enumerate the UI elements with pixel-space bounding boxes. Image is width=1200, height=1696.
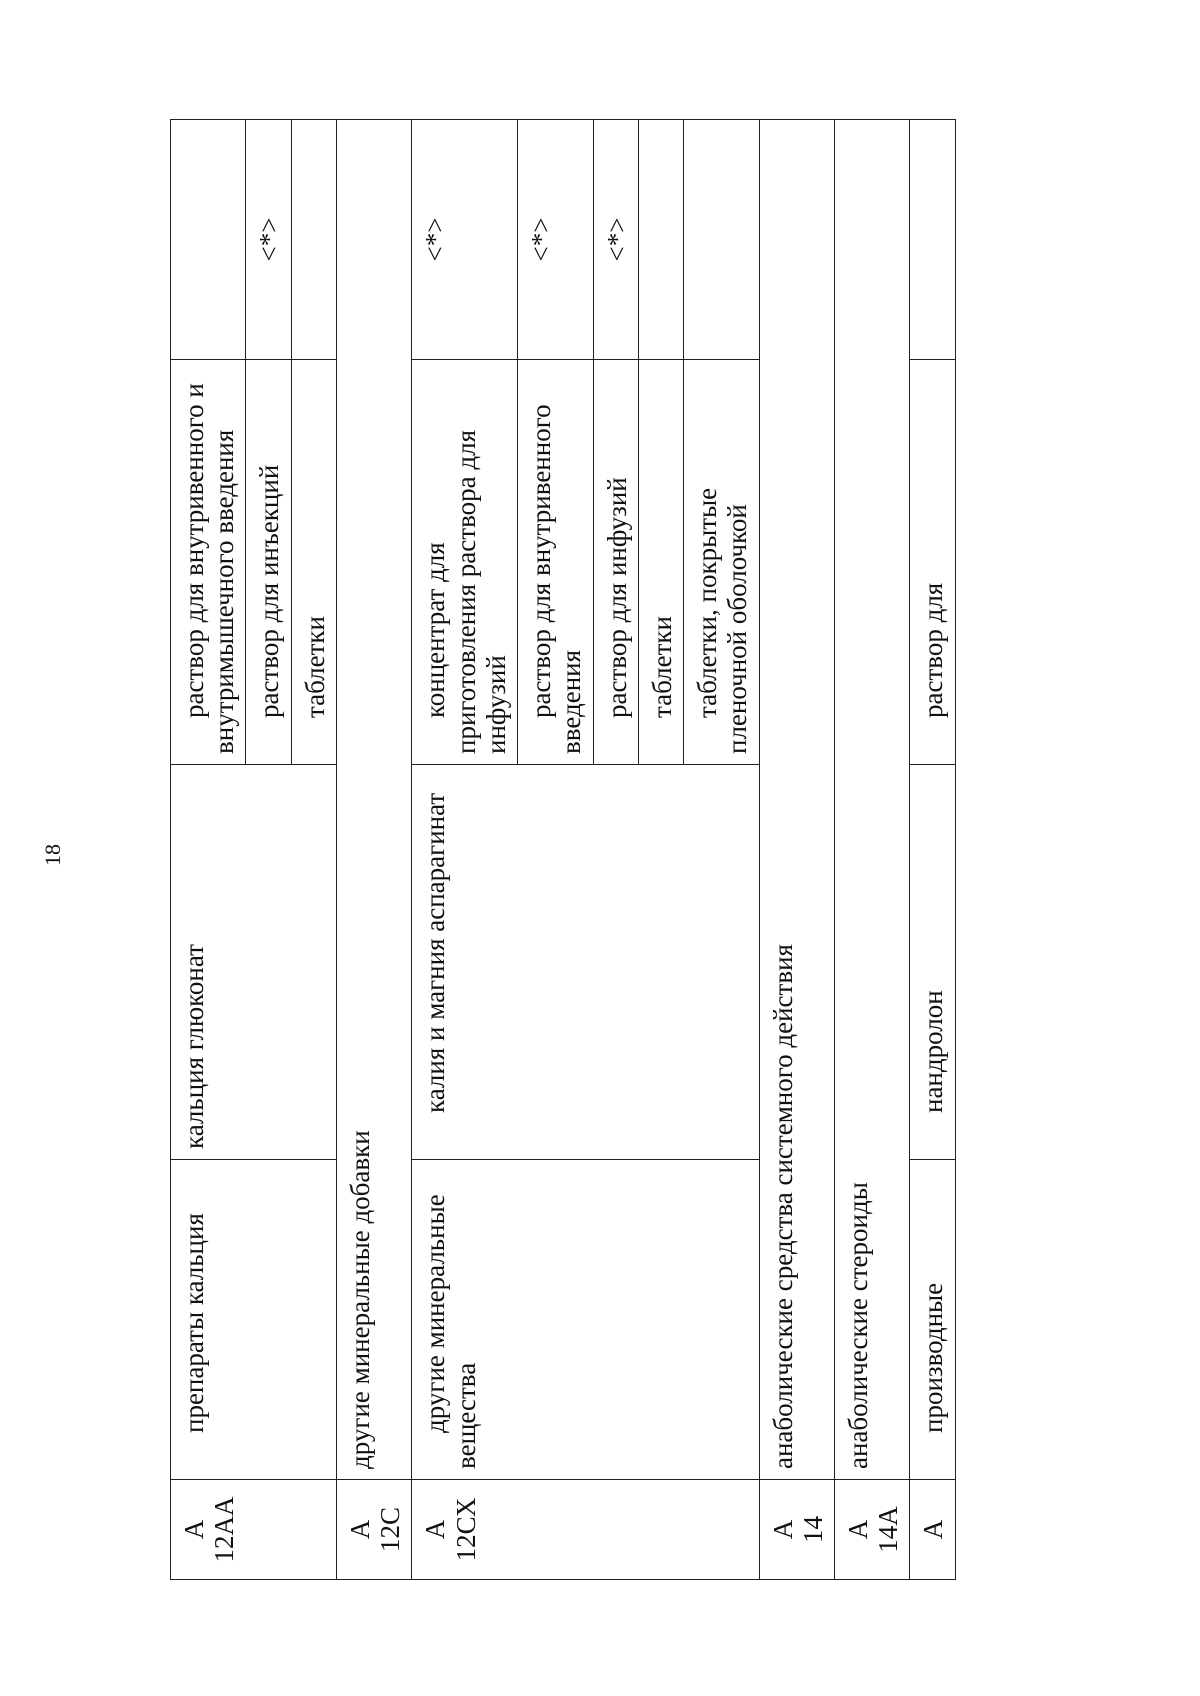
- mark-cell: [171, 120, 246, 360]
- dosage-form-cell: таблетки: [291, 360, 336, 765]
- drug-name-cell: нандролон: [910, 765, 955, 1160]
- atc-code-letter: А: [420, 1519, 451, 1540]
- table-row: [759, 120, 834, 1580]
- mark-cell: <*>: [518, 120, 593, 360]
- atc-code-letter: А: [918, 1519, 949, 1540]
- table-row: [834, 120, 909, 1580]
- mark-cell: [684, 120, 759, 360]
- group-cell: другие минеральные вещества: [412, 1160, 759, 1480]
- atc-code-number: 12С: [375, 1507, 406, 1553]
- table-wrapper: [170, 120, 1130, 1580]
- dosage-form-cell: раствор для внутривенного введения: [518, 360, 593, 765]
- atc-code-letter: А: [179, 1519, 209, 1540]
- mark-cell: [291, 120, 336, 360]
- group-cell: анаболические стероиды: [834, 120, 909, 1480]
- drug-name-cell: калия и магния аспарагинат: [412, 765, 759, 1160]
- group-cell: препараты кальция: [171, 1160, 337, 1480]
- dosage-form-cell: раствор для внутривенного и внутримышечного введения: [171, 360, 246, 765]
- dosage-form-cell: концентрат для приготовления раствора для инфузий: [412, 360, 518, 765]
- atc-code-number: 12СХ: [450, 1497, 481, 1562]
- drug-name-cell: кальция глюконат: [171, 765, 337, 1160]
- atc-code-number: 14А: [873, 1506, 904, 1553]
- table-row: [171, 120, 246, 1580]
- dosage-form-cell: раствор для инъекций: [246, 360, 291, 765]
- drug-table: [170, 119, 956, 1580]
- atc-code-cell: [171, 1480, 337, 1580]
- atc-code-letter: А: [344, 1519, 375, 1540]
- group-cell: другие минеральные добавки: [336, 120, 411, 1480]
- mark-cell: [638, 120, 683, 360]
- dosage-form-cell: раствор для инфузий: [593, 360, 638, 765]
- page-number: 18: [40, 844, 65, 866]
- atc-code-cell: [336, 1480, 411, 1580]
- mark-cell: <*>: [412, 120, 518, 360]
- atc-code-cell: [910, 1480, 955, 1580]
- dosage-form-cell: раствор для: [910, 360, 955, 765]
- atc-code-letter: А: [767, 1519, 798, 1540]
- group-cell: анаболические средства системного действия: [759, 120, 834, 1480]
- table-row: [910, 120, 955, 1580]
- dosage-form-cell: таблетки, покрытые пленочной оболочкой: [684, 360, 759, 765]
- dosage-form-cell: таблетки: [638, 360, 683, 765]
- table-row: [336, 120, 411, 1580]
- table-row: [412, 120, 518, 1580]
- mark-cell: <*>: [593, 120, 638, 360]
- mark-cell: [910, 120, 955, 360]
- atc-code-cell: [412, 1480, 759, 1580]
- atc-code-number: 12АА: [209, 1496, 240, 1563]
- atc-code-letter: А: [842, 1519, 873, 1540]
- atc-code-cell: [834, 1480, 909, 1580]
- atc-code-number: 14: [797, 1516, 828, 1543]
- group-cell: производные: [910, 1160, 955, 1480]
- atc-code-cell: [759, 1480, 834, 1580]
- mark-cell: <*>: [246, 120, 291, 360]
